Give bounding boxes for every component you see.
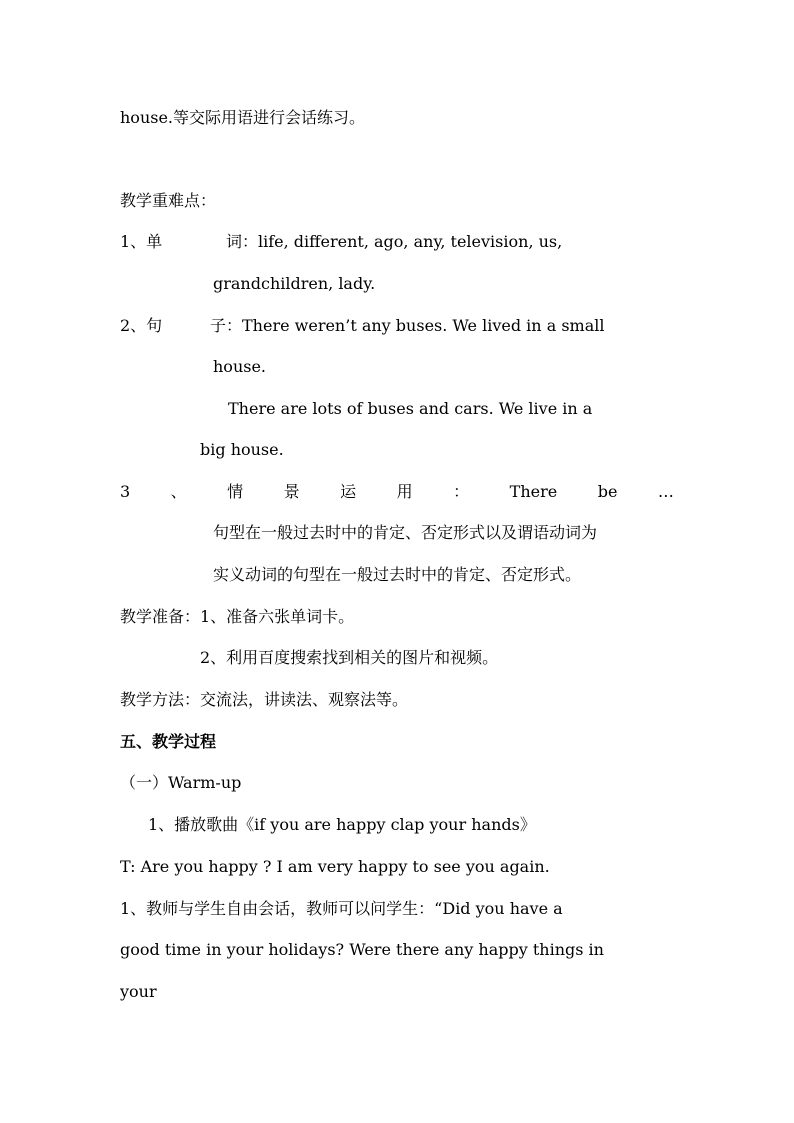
word: 3	[120, 482, 131, 501]
subsection-heading: （一）Warm-up	[120, 773, 242, 792]
section-heading-teaching-process: 五、教学过程	[120, 732, 217, 751]
word: ：	[453, 482, 470, 501]
text-line: 1、教师与学生自由会话，教师可以问学生：“Did you have a	[120, 899, 563, 918]
vocabulary-line: 词：life, different, ago, any, television, us,	[226, 232, 563, 251]
text-line: big house.	[200, 440, 284, 459]
sentence-line: There are lots of buses and cars. We live in a	[228, 399, 593, 418]
word: 情	[227, 482, 244, 501]
teaching-method-line: 教学方法：交流法，讲读法、观察法等。	[120, 690, 409, 709]
sentence-line: 子：There weren’t any buses. We lived in a small	[210, 316, 605, 335]
list-item-number: 2、句	[120, 316, 163, 335]
text-line: house.	[213, 357, 267, 376]
word: 用	[396, 482, 413, 501]
text-line: 实义动词的句型在一般过去时中的肯定、否定形式。	[213, 565, 582, 584]
word: There	[509, 482, 558, 501]
teaching-preparation-line: 教学准备：1、准备六张单词卡。	[120, 607, 355, 626]
word: be	[597, 482, 618, 501]
word: 景	[283, 482, 300, 501]
text-line: 2、利用百度搜索找到相关的图片和视频。	[200, 648, 499, 667]
text-line: house.等交际用语进行会话练习。	[120, 108, 366, 127]
text-line: your	[120, 982, 157, 1001]
word: …	[657, 482, 674, 501]
section-heading-key-points: 教学重难点：	[120, 191, 217, 210]
justified-line	[120, 481, 674, 503]
text-line: good time in your holidays? Were there any happy things in	[120, 940, 604, 959]
list-item-number: 1、单	[120, 232, 163, 251]
text-line: 句型在一般过去时中的肯定、否定形式以及谓语动词为	[213, 523, 598, 542]
text-line: 1、播放歌曲《if you are happy clap your hands》	[148, 815, 536, 834]
text-line: T: Are you happy ? I am very happy to see you again.	[120, 857, 550, 876]
text-line: grandchildren, lady.	[213, 274, 376, 293]
word: 运	[340, 482, 357, 501]
word: 、	[170, 482, 187, 501]
